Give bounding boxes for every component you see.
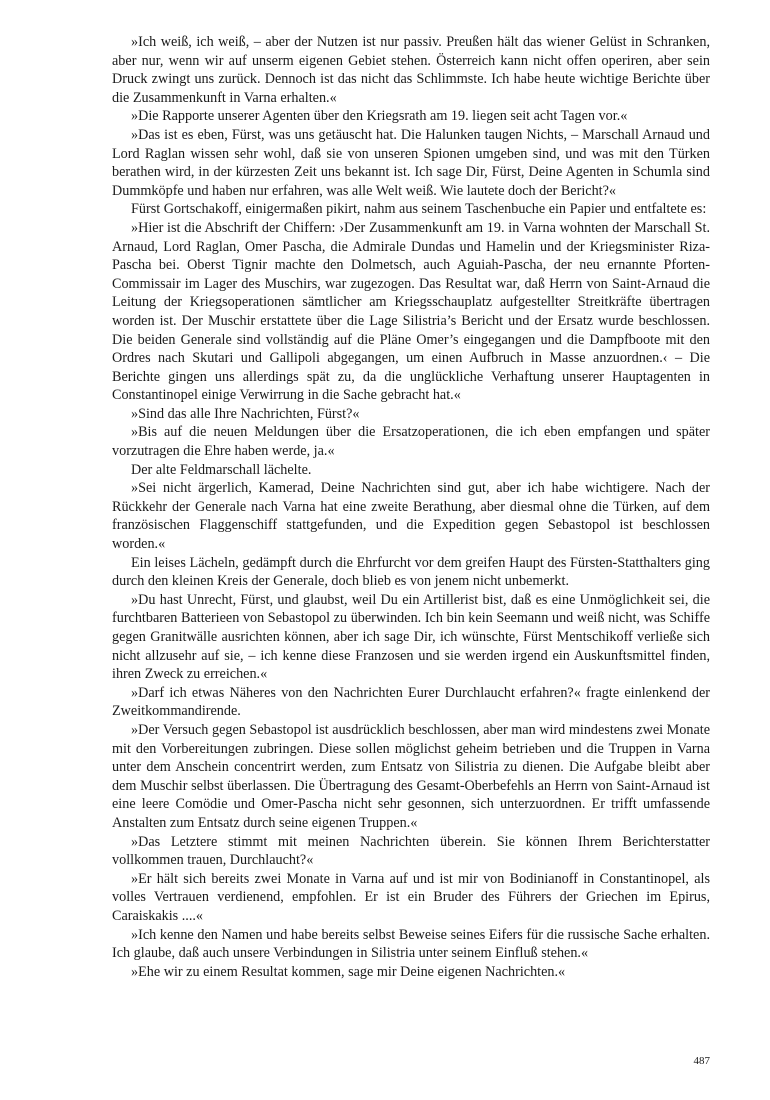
page-number: 487: [693, 1055, 710, 1067]
paragraph-7: »Bis auf die neuen Meldungen über die Ersatzoperationen, die ich eben empfangen und später vorzutragen die Ehre haben werde, ja.«: [112, 424, 710, 460]
paragraph-3: »Das ist es eben, Fürst, was uns getäuscht hat. Die Halunken taugen Nichts, – Marschall Arnaud und Lord Raglan wissen sehr wohl, daß sie von unseren Spionen umgeben sind, und was mit den Türken berathen wird, in der kürzesten Zeit uns bekannt ist. Ich sage Dir, Fürst, Deine Agenten in Schumla sind Dummköpfe und haben nur erfahren, was alle Welt weiß. Wie lautete doch der Bericht?«: [112, 126, 710, 199]
paragraph-4: Fürst Gortschakoff, einigermaßen pikirt, nahm aus seinem Taschenbuche ein Papier und entfaltete es:: [131, 201, 707, 218]
paragraph-2: »Die Rapporte unserer Agenten über den Kriegsrath am 19. liegen seit acht Tagen vor.«: [131, 108, 628, 125]
paragraph-17: »Ehe wir zu einem Resultat kommen, sage mir Deine eigenen Nachrichten.«: [131, 963, 566, 980]
paragraph-11: »Du hast Unrecht, Fürst, und glaubst, weil Du ein Artillerist bist, daß es eine Unmöglichkeit sei, die furchtbaren Batterieen von Sebastopol zu überwinden. Ich bin kein Seemann und weiß nicht, was Schiffe gegen Granitwälle ausrichten können, aber ich sage Dir, ich wünschte, Fürst Mentschikoff verließe sich nicht allzusehr auf sie, – ich kenne diese Franzosen und sie werden irgend ein Auskunftsmittel finden, ihren Zweck zu erreichen.«: [112, 591, 710, 683]
paragraph-5: »Hier ist die Abschrift der Chiffern: ›Der Zusammenkunft am 19. in Varna wohnten der Marschall St. Arnaud, Lord Raglan, Omer Pascha, die Admirale Dundas und Hamelin und der Kriegsminister Riza-Pascha bei. Oberst Tignir machte den Dolmetsch, auch Aguiah-Pascha, der neu ernannte Pforten-Commissair im Lager des Muschirs, war zugezogen. Das Resultat war, daß Herrn von Saint-Arnaud die Leitung der Kriegsoperationen sämtlicher am Kriegsschauplatz aufgestellter Streitkräfte übertragen worden ist. Der Muschir erstattete über die Lage Silistria’s Bericht und der Ersatz wurde beschlossen. Die beiden Generale sind vollständig auf die Pläne Omer’s eingegangen und die Dampfboote mit den Ordres nach Skutari und Gallipoli abgegangen, um einen Aufbruch in Masse anzuordnen.‹ – Die Berichte gingen uns allerdings spät zu, da die unglückliche Verhaftung unserer Hauptagenten in Constantinopel einige Verwirrung in die Sache gebracht hat.«: [112, 219, 710, 404]
paragraph-12: »Darf ich etwas Näheres von den Nachrichten Eurer Durchlaucht erfahren?« fragte einlenkend der Zweitkommandirende.: [112, 684, 710, 720]
paragraph-9: »Sei nicht ärgerlich, Kamerad, Deine Nachrichten sind gut, aber ich habe wichtigere. Nach der Rückkehr der Generale nach Varna hat eine zweite Berathung, aber diesmal ohne die Türken, auf dem französischen Flaggenschiff stattgefunden, und die Expedition gegen Sebastopol ist beschlossen worden.«: [112, 480, 710, 553]
paragraph-14: »Das Letztere stimmt mit meinen Nachrichten überein. Sie können Ihrem Berichterstatter vollkommen trauen, Durchlaucht?«: [112, 833, 710, 869]
paragraph-15: »Er hält sich bereits zwei Monate in Varna auf und ist mir von Bodinianoff in Constantinopel, als volles Vertrauen verdienend, empfohlen. Er ist ein Bruder des Führers der Griechen im Epirus, Caraiskakis ....«: [112, 870, 710, 924]
paragraph-10: Ein leises Lächeln, gedämpft durch die Ehrfurcht vor dem greifen Haupt des Fürsten-Statthalters ging durch den kleinen Kreis der Generale, doch blieb es von jenem nicht unbemerkt.: [112, 554, 710, 590]
page-body: [112, 33, 710, 981]
paragraph-13: »Der Versuch gegen Sebastopol ist ausdrücklich beschlossen, aber man wird mindestens zwei Monate mit den Vorbereitungen zubringen. Diese sollen möglichst geheim betrieben und die Truppen in Varna unter dem Anschein concentrirt werden, zum Entsatz von Silistria zu dienen. Die Aufgabe bleibt aber dem Muschir selbst überlassen. Die Übertragung des Gesamt-Oberbefehls an Herrn von Saint-Arnaud ist eine leere Comödie und Omer-Pascha nicht sehr gesonnen, sich unterzuordnen. Er trifft umfassende Anstalten zum Entsatz durch seine eigenen Truppen.«: [112, 721, 710, 831]
paragraph-8: Der alte Feldmarschall lächelte.: [131, 461, 312, 478]
paragraph-6: »Sind das alle Ihre Nachrichten, Fürst?«: [131, 405, 360, 422]
paragraph-1: »Ich weiß, ich weiß, – aber der Nutzen ist nur passiv. Preußen hält das wiener Gelüst in Schranken, aber nur, wenn wir auf unserm eigenen Gebiet stehen. Österreich kann nicht offen operiren, aber sein Druck zwingt uns zurück. Dennoch ist das nicht das Schlimmste. Ich habe heute wichtige Berichte über die Zusammenkunft in Varna erhalten.«: [112, 34, 710, 106]
paragraph-16: »Ich kenne den Namen und habe bereits selbst Beweise seines Eifers für die russische Sache erhalten. Ich glaube, daß auch unsere Verbindungen in Silistria unter seinem Einfluß stehen.«: [112, 926, 710, 962]
